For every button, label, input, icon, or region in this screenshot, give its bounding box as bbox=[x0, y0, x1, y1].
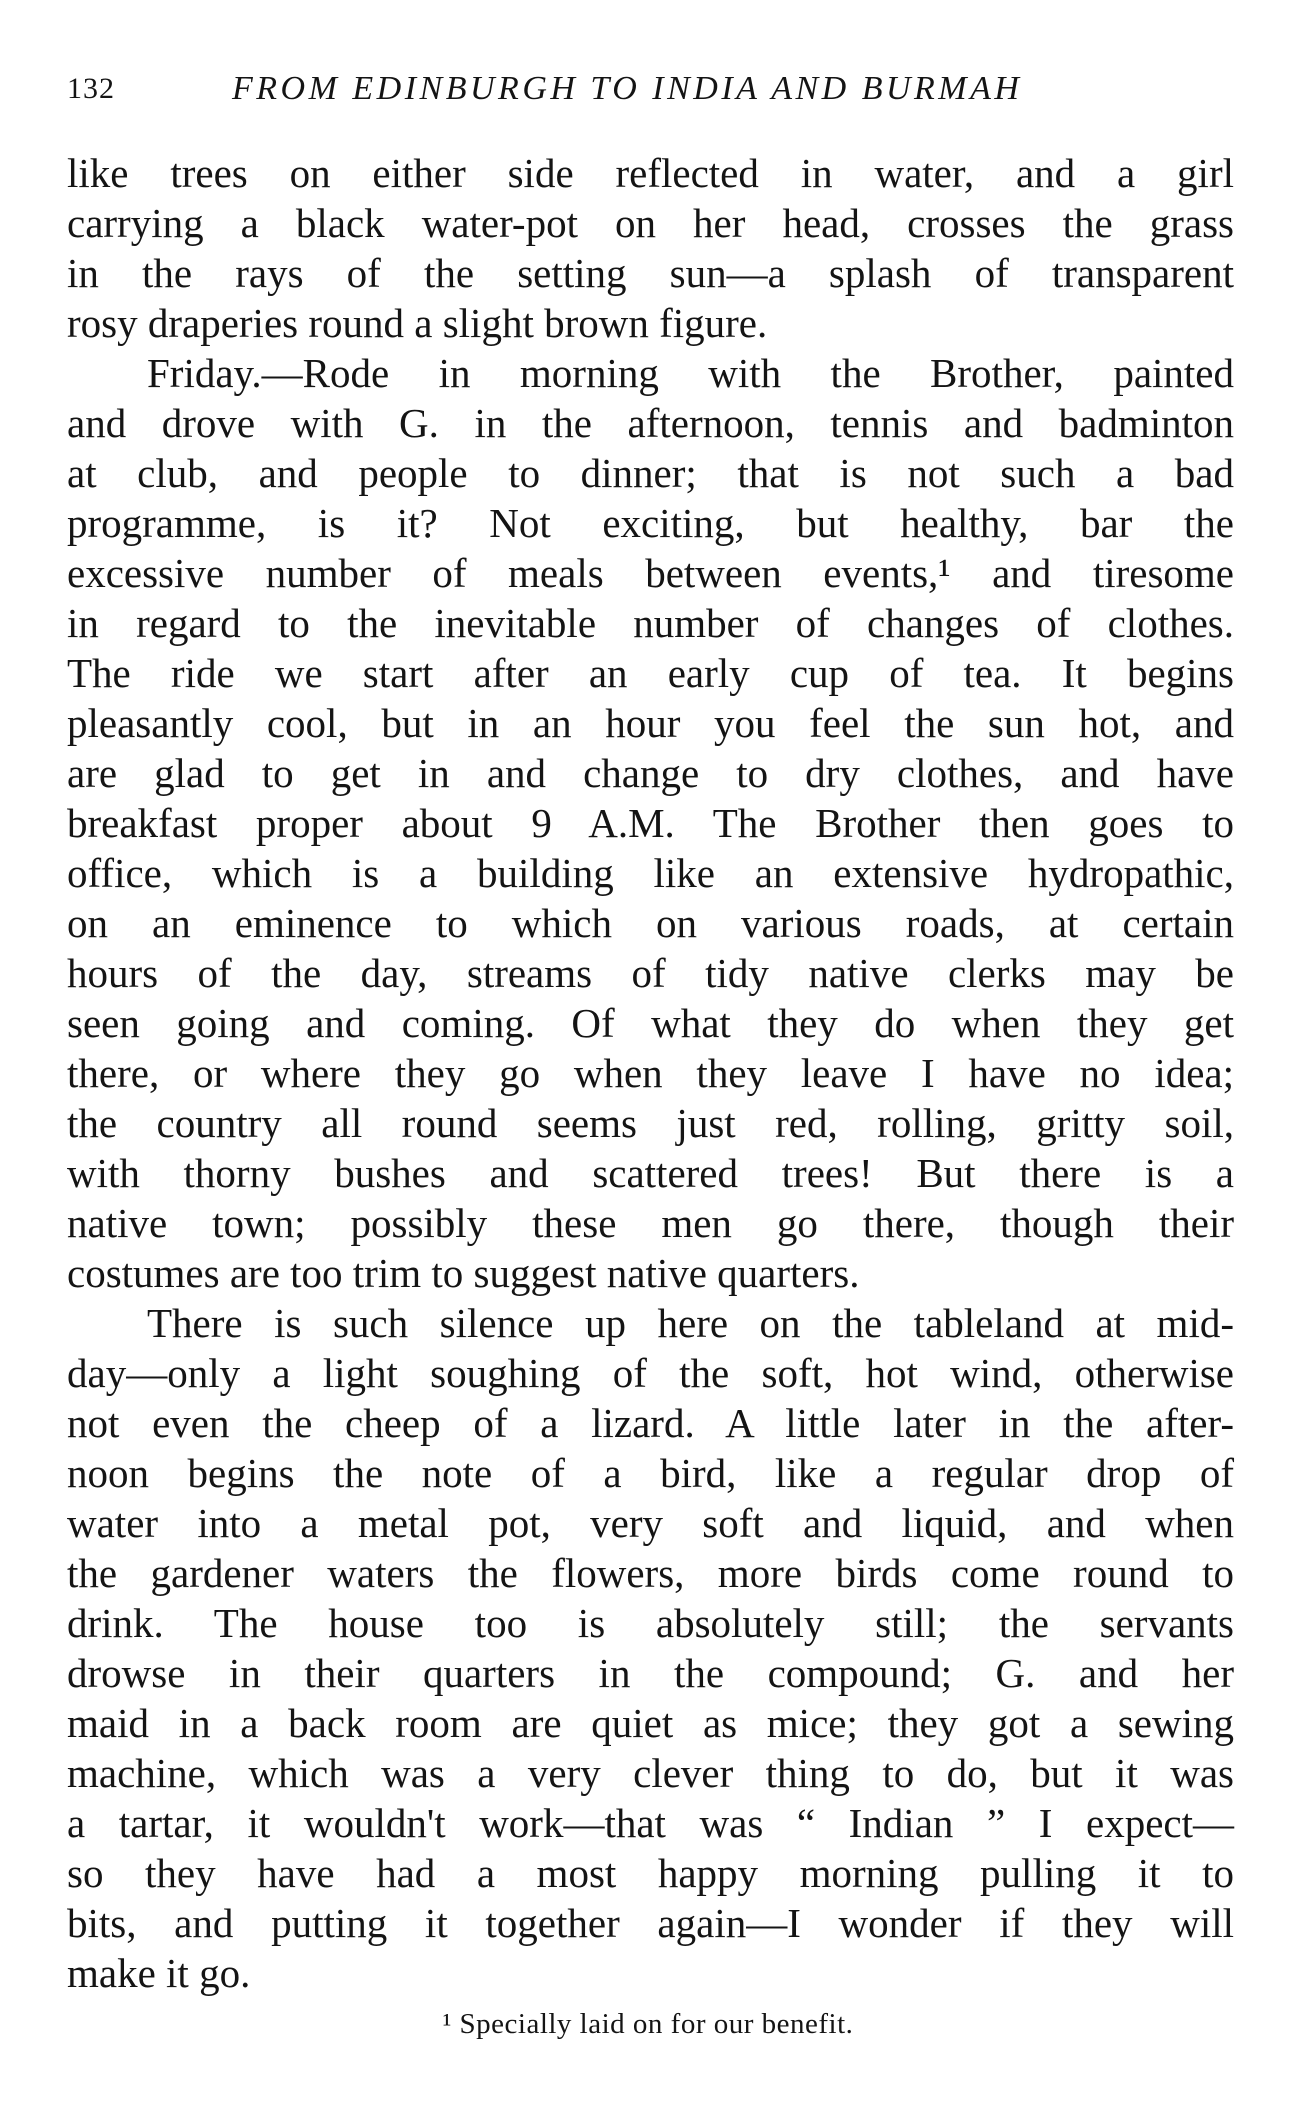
text-line: and drove with G. in the afternoon, tennis and badminton bbox=[67, 400, 1234, 446]
text-line: The ride we start after an early cup of tea. It begins bbox=[67, 650, 1234, 696]
body-text bbox=[67, 148, 1234, 1998]
text-line: machine, which was a very clever thing to do, but it was bbox=[67, 1750, 1234, 1796]
text-line: make it go. bbox=[67, 1950, 251, 1996]
text-line: drowse in their quarters in the compound; G. and her bbox=[67, 1650, 1234, 1696]
text-line: water into a metal pot, very soft and liquid, and when bbox=[67, 1500, 1234, 1546]
text-line: seen going and coming. Of what they do when they get bbox=[67, 1000, 1234, 1046]
text-line: pleasantly cool, but in an hour you feel the sun hot, and bbox=[67, 700, 1234, 746]
text-line: bits, and putting it together again—I wonder if they will bbox=[67, 1900, 1234, 1946]
text-line: are glad to get in and change to dry clothes, and have bbox=[67, 750, 1234, 796]
text-line: so they have had a most happy morning pulling it to bbox=[67, 1850, 1234, 1896]
paragraph-start-line: There is such silence up here on the tableland at mid- bbox=[147, 1300, 1234, 1346]
paragraph-start-line: Friday.—Rode in morning with the Brother, painted bbox=[147, 350, 1234, 396]
running-title: FROM EDINBURGH TO INDIA AND BURMAH bbox=[232, 70, 1023, 107]
text-line: programme, is it? Not exciting, but healthy, bar the bbox=[67, 500, 1234, 546]
text-line: day—only a light soughing of the soft, hot wind, otherwise bbox=[67, 1350, 1234, 1396]
text-line: there, or where they go when they leave I have no idea; bbox=[67, 1050, 1234, 1096]
text-line: in regard to the inevitable number of changes of clothes. bbox=[67, 600, 1234, 646]
text-line: at club, and people to dinner; that is not such a bad bbox=[67, 450, 1234, 496]
text-line: costumes are too trim to suggest native quarters. bbox=[67, 1250, 860, 1296]
text-line: a tartar, it wouldn't work—that was “ Indian ” I expect— bbox=[67, 1800, 1234, 1846]
text-line: not even the cheep of a lizard. A little later in the after- bbox=[67, 1400, 1234, 1446]
text-line: carrying a black water-pot on her head, crosses the grass bbox=[67, 200, 1234, 246]
page-number: 132 bbox=[67, 72, 115, 105]
text-line: on an eminence to which on various roads, at certain bbox=[67, 900, 1234, 946]
text-line: excessive number of meals between events,¹ and tiresome bbox=[67, 550, 1234, 596]
text-line: the gardener waters the flowers, more birds come round to bbox=[67, 1550, 1234, 1596]
text-line: rosy draperies round a slight brown figure. bbox=[67, 300, 768, 346]
text-line: the country all round seems just red, rolling, gritty soil, bbox=[67, 1100, 1234, 1146]
text-line: in the rays of the setting sun—a splash of transparent bbox=[67, 250, 1234, 296]
text-line: maid in a back room are quiet as mice; they got a sewing bbox=[67, 1700, 1234, 1746]
running-header bbox=[67, 70, 1234, 118]
footnote: ¹ Specially laid on for our benefit. bbox=[442, 2008, 854, 2040]
text-line: breakfast proper about 9 A.M. The Brother then goes to bbox=[67, 800, 1234, 846]
text-line: drink. The house too is absolutely still; the servants bbox=[67, 1600, 1234, 1646]
text-line: native town; possibly these men go there, though their bbox=[67, 1200, 1234, 1246]
text-line: office, which is a building like an extensive hydropathic, bbox=[67, 850, 1234, 896]
text-line: like trees on either side reflected in water, and a girl bbox=[67, 150, 1234, 196]
text-line: hours of the day, streams of tidy native clerks may be bbox=[67, 950, 1234, 996]
text-line: with thorny bushes and scattered trees! But there is a bbox=[67, 1150, 1234, 1196]
text-line: noon begins the note of a bird, like a regular drop of bbox=[67, 1450, 1234, 1496]
